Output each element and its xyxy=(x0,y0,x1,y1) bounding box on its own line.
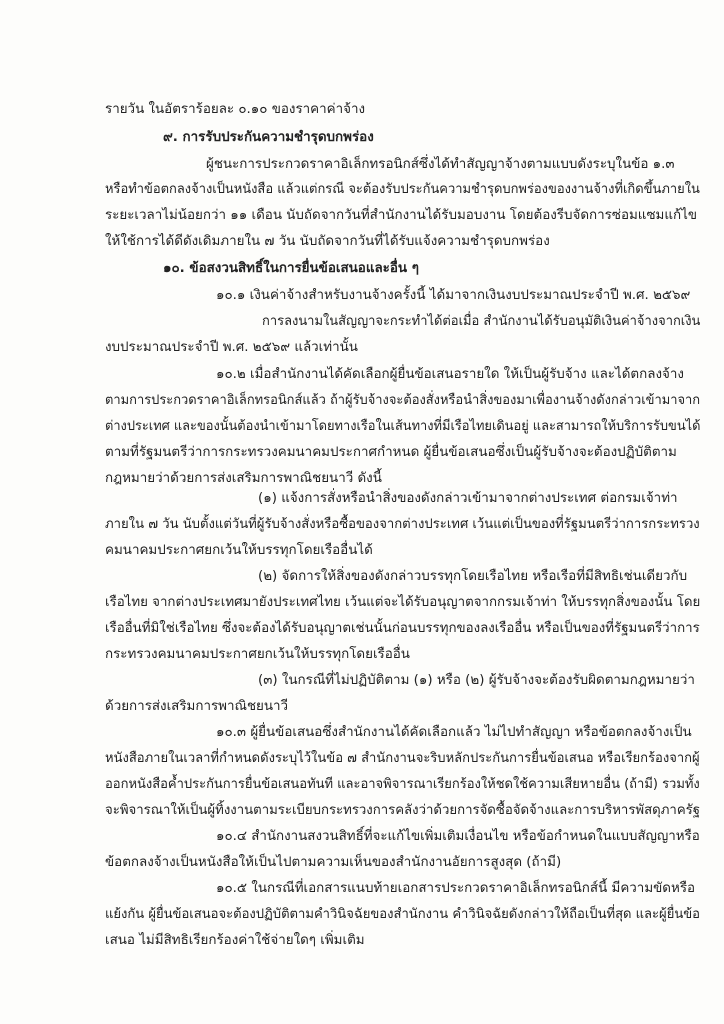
text-line: ข้อตกลงจ้างเป็นหนังสือให้เป็นไปตามความเห็นของสำนักงานอัยการสูงสุด (ถ้ามี) xyxy=(105,855,562,870)
text-line: เรืออื่นที่มิใช่เรือไทย ซึ่งจะต้องได้รับอนุญาตเช่นนั้นก่อนบรรทุกของลงเรืออื่น หรือเป็นของที่รัฐมนตรีว่าการ xyxy=(105,621,700,636)
text-line: ตามการประกวดราคาอิเล็กทรอนิกส์แล้ว ถ้าผู้รับจ้างจะต้องสั่งหรือนำสิ่งของมาเพื่องานจ้างดังกล่าวเข้ามาจาก xyxy=(105,393,701,408)
text-line: การลงนามในสัญญาจะกระทำได้ต่อเมื่อ สำนักงานได้รับอนุมัติเงินค่าจ้างจากเงิน xyxy=(262,314,701,329)
text-line: ๑๐.๑ เงินค่าจ้างสำหรับงานจ้างครั้งนี้ ได้มาจากเงินงบประมาณประจำปี พ.ศ. ๒๕๖๙ xyxy=(216,288,691,303)
text-line: กระทรวงคมนาคมประกาศยกเว้นให้บรรทุกโดยเรืออื่น xyxy=(105,647,410,662)
text-line: ๑๐.๕ ในกรณีที่เอกสารแนบท้ายเอกสารประกวดราคาอิเล็กทรอนิกส์นี้ มีความขัดหรือ xyxy=(216,881,696,896)
section-heading-10: ๑๐. ข้อสงวนสิทธิ์ในการยื่นข้อเสนอและอื่น ๆ xyxy=(163,261,419,276)
text-line: (๑) แจ้งการสั่งหรือนำสิ่งของดังกล่าวเข้ามาจากต่างประเทศ ต่อกรมเจ้าท่า xyxy=(258,491,678,506)
text-line: กฎหมายว่าด้วยการส่งเสริมการพาณิชยนาวี ดังนี้ xyxy=(105,471,382,486)
text-line: ๑๐.๓ ผู้ยื่นข้อเสนอซึ่งสำนักงานได้คัดเลือกแล้ว ไม่ไปทำสัญญา หรือข้อตกลงจ้างเป็น xyxy=(216,725,692,740)
text-line: ต่างประเทศ และของนั้นต้องนำเข้ามาโดยทางเรือในเส้นทางที่มีเรือไทยเดินอยู่ และสามารถให้บริการรับขนได้ xyxy=(105,419,701,434)
text-line: ภายใน ๗ วัน นับตั้งแต่วันที่ผู้รับจ้างสั่งหรือซื้อของจากต่างประเทศ เว้นแต่เป็นของที่รัฐมนตรีว่าการกระทรวง xyxy=(105,517,700,532)
section-heading-9: ๙. การรับประกันความชำรุดบกพร่อง xyxy=(163,130,374,145)
text-line: ให้ใช้การได้ดีดังเดิมภายใน ๗ วัน นับถัดจากวันที่ได้รับแจ้งความชำรุดบกพร่อง xyxy=(105,234,550,249)
text-line: หนังสือภายในเวลาที่กำหนดดังระบุไว้ในข้อ ๗ สำนักงานจะริบหลักประกันการยื่นข้อเสนอ หรือเรียกร้องจากผู้ xyxy=(105,751,700,766)
text-line: ๑๐.๒ เมื่อสำนักงานได้คัดเลือกผู้ยื่นข้อเสนอรายใด ให้เป็นผู้รับจ้าง และได้ตกลงจ้าง xyxy=(216,367,684,382)
text-line: ด้วยการส่งเสริมการพาณิชยนาวี xyxy=(105,699,289,714)
text-line: ออกหนังสือค้ำประกันการยื่นข้อเสนอทันที และอาจพิจารณาเรียกร้องให้ชดใช้ความเสียหายอื่น (ถ้ามี) รวมทั้ง xyxy=(105,777,700,792)
text-line: รายวัน ในอัตราร้อยละ ๐.๑๐ ของราคาค่าจ้าง xyxy=(105,102,366,117)
text-line: เสนอ ไม่มีสิทธิเรียกร้องค่าใช้จ่ายใดๆ เพิ่มเติม xyxy=(105,933,365,948)
text-line: ๑๐.๔ สำนักงานสงวนสิทธิ์ที่จะแก้ไขเพิ่มเติมเงื่อนไข หรือข้อกำหนดในแบบสัญญาหรือ xyxy=(216,829,700,844)
text-line: ตามที่รัฐมนตรีว่าการกระทรวงคมนาคมประกาศกำหนด ผู้ยื่นข้อเสนอซึ่งเป็นผู้รับจ้างจะต้องปฏิบัติตาม xyxy=(105,445,677,460)
text-line: จะพิจารณาให้เป็นผู้ทิ้งงานตามระเบียบกระทรวงการคลังว่าด้วยการจัดซื้อจัดจ้างและการบริหารพัสดุภาครัฐ xyxy=(105,803,701,818)
text-line: (๓) ในกรณีที่ไม่ปฏิบัติตาม (๑) หรือ (๒) ผู้รับจ้างจะต้องรับผิดตามกฎหมายว่า xyxy=(258,673,695,688)
text-line: หรือทำข้อตกลงจ้างเป็นหนังสือ แล้วแต่กรณี จะต้องรับประกันความชำรุดบกพร่องของงานจ้างที่เกิดขึ้นภายใน xyxy=(105,182,700,197)
text-line: (๒) จัดการให้สิ่งของดังกล่าวบรรทุกโดยเรือไทย หรือเรือที่มีสิทธิเช่นเดียวกับ xyxy=(258,569,688,584)
text-line: ผู้ชนะการประกวดราคาอิเล็กทรอนิกส์ซึ่งได้ทำสัญญาจ้างตามแบบดังระบุในข้อ ๑.๓ xyxy=(206,157,675,172)
text-line: ระยะเวลาไม่น้อยกว่า ๑๑ เดือน นับถัดจากวันที่สำนักงานได้รับมอบงาน โดยต้องรีบจัดการซ่อมแซมแก้ไข xyxy=(105,208,697,223)
text-line: งบประมาณประจำปี พ.ศ. ๒๕๖๙ แล้วเท่านั้น xyxy=(105,340,358,355)
text-line: แย้งกัน ผู้ยื่นข้อเสนอจะต้องปฏิบัติตามคำวินิจฉัยของสำนักงาน คำวินิจฉัยดังกล่าวให้ถือเป็นที่สุด และผู้ยื่นข้อ xyxy=(105,907,700,922)
text-line: เรือไทย จากต่างประเทศมายังประเทศไทย เว้นแต่จะได้รับอนุญาตจากกรมเจ้าท่า ให้บรรทุกสิ่งของนั้น โดย xyxy=(105,595,701,610)
text-line: คมนาคมประกาศยกเว้นให้บรรทุกโดยเรืออื่นได้ xyxy=(105,543,373,558)
